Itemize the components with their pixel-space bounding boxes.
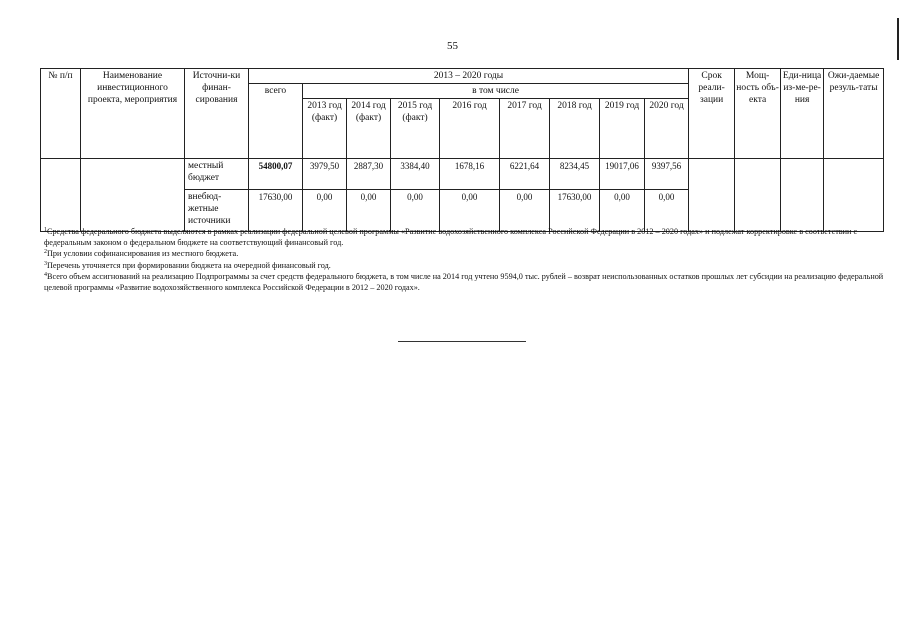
cell-value: 2887,30	[347, 159, 391, 190]
cell-value: 17630,00	[550, 190, 600, 232]
cell-value: 19017,06	[600, 159, 645, 190]
table-row	[41, 159, 884, 190]
header-source: Источни-ки финан-сирования	[185, 69, 249, 159]
header-year-2019: 2019 год	[600, 99, 645, 159]
cell-num	[41, 159, 81, 232]
cell-value: 0,00	[500, 190, 550, 232]
footnote-3	[44, 260, 886, 271]
cell-value: 0,00	[303, 190, 347, 232]
footnote-mark: 1	[44, 227, 47, 233]
header-year-2016: 2016 год	[440, 99, 500, 159]
header-total: всего	[249, 84, 303, 159]
cell-value: 0,00	[440, 190, 500, 232]
cell-value: 3979,50	[303, 159, 347, 190]
footnote-text: При условии софинансирования из местного бюджета.	[47, 249, 239, 259]
cell-name	[81, 159, 185, 232]
header-year-2017: 2017 год	[500, 99, 550, 159]
footnotes	[44, 226, 886, 293]
footnote-mark: 3	[44, 260, 47, 267]
cell-value: 0,00	[391, 190, 440, 232]
cell-term	[689, 159, 735, 232]
cell-value: 0,00	[600, 190, 645, 232]
cell-value: 1678,16	[440, 159, 500, 190]
cell-total: 17630,00	[249, 190, 303, 232]
footnote-4	[44, 271, 886, 293]
header-year-2018: 2018 год	[550, 99, 600, 159]
cell-source: местный бюджет	[185, 159, 249, 190]
header-including: в том числе	[303, 84, 689, 99]
cell-value: 6221,64	[500, 159, 550, 190]
header-results: Ожи-даемые резуль-таты	[824, 69, 884, 159]
header-row-1	[41, 69, 884, 84]
header-term: Срок реали-зации	[689, 69, 735, 159]
separator-line	[398, 341, 526, 342]
page-number: 55	[447, 40, 458, 52]
footnote-text: Перечень уточняется при формировании бюджета на очередной финансовый год.	[47, 260, 331, 270]
cell-unit	[781, 159, 824, 232]
footnote-mark: 2	[44, 249, 47, 256]
header-unit: Еди-ница из-ме-ре-ния	[781, 69, 824, 159]
financing-table	[40, 68, 884, 232]
footnote-text: Всего объем ассигнований на реализацию Подпрограммы за счет средств федерального бюджета, в том числе на 2014 год учтено 9594,0 тыс. рублей – возврат неиспользованных остатков прошлых лет субсидии на реализацию федеральной целевой программы «Развитие водохозяйственного комплекса Российской Федерации в 2012 – 2020 годах».	[44, 271, 884, 293]
cell-total: 54800,07	[249, 159, 303, 190]
page-edge-line	[897, 18, 899, 60]
header-year-2013: 2013 год (факт)	[303, 99, 347, 159]
footnote-mark: 4	[44, 271, 47, 278]
cell-value: 0,00	[645, 190, 689, 232]
header-year-2020: 2020 год	[645, 99, 689, 159]
cell-value: 3384,40	[391, 159, 440, 190]
header-year-2014: 2014 год (факт)	[347, 99, 391, 159]
header-name: Наименование инвестиционного проекта, мероприятия	[81, 69, 185, 159]
cell-capacity	[735, 159, 781, 232]
header-year-2015: 2015 год (факт)	[391, 99, 440, 159]
header-period: 2013 – 2020 годы	[249, 69, 689, 84]
cell-value: 0,00	[347, 190, 391, 232]
footnote-text: Средства федерального бюджета выделяются в рамках реализации федеральной целевой программы «Развитие водохозяйственного комплекса Российской Федерации в 2012 – 2020 годах» и подлежат корректировке в соответствии с федеральным законом о федеральном бюджете на соответствующий финансовый год.	[44, 227, 858, 248]
cell-value: 9397,56	[645, 159, 689, 190]
cell-value: 8234,45	[550, 159, 600, 190]
header-num: № п/п	[41, 69, 81, 159]
cell-results	[824, 159, 884, 232]
header-capacity: Мощ-ность объ-екта	[735, 69, 781, 159]
footnote-1	[44, 226, 886, 248]
cell-source: внебюд-жетные источники	[185, 190, 249, 232]
footnote-2	[44, 248, 886, 259]
